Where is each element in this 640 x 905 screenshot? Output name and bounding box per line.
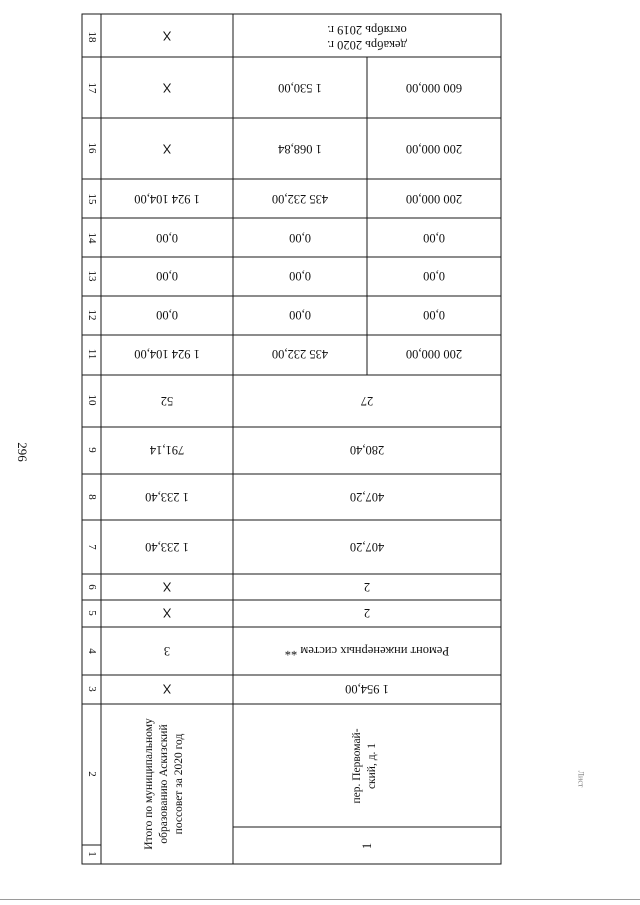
item-c10: 27 — [360, 394, 374, 408]
total-c3: X — [162, 681, 172, 697]
total-c12: 0,00 — [156, 308, 178, 322]
item-c7: 407,20 — [349, 540, 385, 554]
total-c7: 1 233,40 — [145, 540, 189, 554]
item-c15a: 435 232,00 — [271, 192, 329, 206]
item-c9: 280,40 — [349, 443, 385, 457]
col-header: 12 — [86, 309, 98, 321]
col-header: 7 — [86, 544, 98, 550]
item-c8: 407,20 — [349, 490, 385, 504]
total-c18: X — [162, 28, 172, 44]
col-header: 2 — [86, 771, 98, 777]
total-label-line: Итого по муниципальному — [143, 718, 155, 850]
column-headers — [86, 32, 98, 857]
item-c13b: 0,00 — [423, 269, 445, 283]
total-c6: X — [162, 579, 172, 595]
col-header: 9 — [86, 447, 98, 453]
item-c14b: 0,00 — [423, 231, 445, 245]
total-c10: 52 — [160, 394, 174, 408]
item-c17a: 1 530,00 — [278, 81, 322, 95]
item-c12b: 0,00 — [423, 308, 445, 322]
item-c13a: 0,00 — [289, 269, 311, 283]
col-header: 14 — [86, 232, 98, 244]
col-header: 1 — [86, 851, 98, 857]
item-c16b: 200 000,00 — [405, 142, 463, 156]
total-label-line: поссовет за 2020 год — [173, 733, 185, 835]
total-c11: 1 924 104,00 — [134, 347, 200, 361]
col-header: 16 — [86, 142, 98, 154]
total-c8: 1 233,40 — [145, 490, 189, 504]
col-header: 11 — [86, 348, 98, 360]
col-header: 3 — [86, 686, 98, 692]
total-label-line: образованию Аскизский — [158, 724, 170, 844]
col-header: 5 — [86, 610, 98, 616]
col-header: 4 — [86, 648, 98, 654]
col-header: 6 — [86, 584, 98, 590]
page-number: 296 — [15, 442, 30, 462]
col-header: 10 — [86, 394, 98, 406]
col-header: 8 — [86, 494, 98, 500]
item-c15b: 200 000,00 — [405, 192, 463, 206]
item-c1: 1 — [360, 842, 374, 850]
item-c5: 2 — [363, 606, 371, 620]
total-c5: X — [162, 605, 172, 621]
total-c15: 1 924 104,00 — [134, 192, 200, 206]
total-c13: 0,00 — [156, 269, 178, 283]
item-address-line: ский, д. 1 — [366, 742, 378, 790]
item-c17b: 600 000,00 — [405, 81, 463, 95]
total-c4: 3 — [163, 644, 171, 658]
item-c4: Ремонт инженерных систем ** — [284, 644, 450, 658]
col-header: 18 — [86, 31, 98, 43]
item-c18-line: декабрь 2020 г. — [327, 38, 407, 52]
total-row — [134, 29, 200, 850]
item-address-line: пер. Первомай- — [351, 728, 363, 804]
item-c11a: 435 232,00 — [271, 347, 329, 361]
item-c14a: 0,00 — [289, 231, 311, 245]
item-c18-line: октябрь 2019 г. — [327, 23, 407, 37]
total-c17: X — [162, 80, 172, 96]
col-header: 13 — [86, 270, 98, 282]
margin-stamp: Лист — [576, 770, 586, 788]
total-c9: 791,14 — [149, 443, 185, 457]
item-c6: 2 — [363, 580, 371, 594]
total-c16: X — [162, 141, 172, 157]
item-c12a: 0,00 — [289, 308, 311, 322]
item-c3: 1 954,00 — [345, 682, 389, 696]
col-header: 15 — [86, 193, 98, 205]
col-header: 17 — [86, 82, 98, 94]
item-c16a: 1 068,84 — [278, 142, 322, 156]
item-c11b: 200 000,00 — [405, 347, 463, 361]
total-c14: 0,00 — [156, 231, 178, 245]
